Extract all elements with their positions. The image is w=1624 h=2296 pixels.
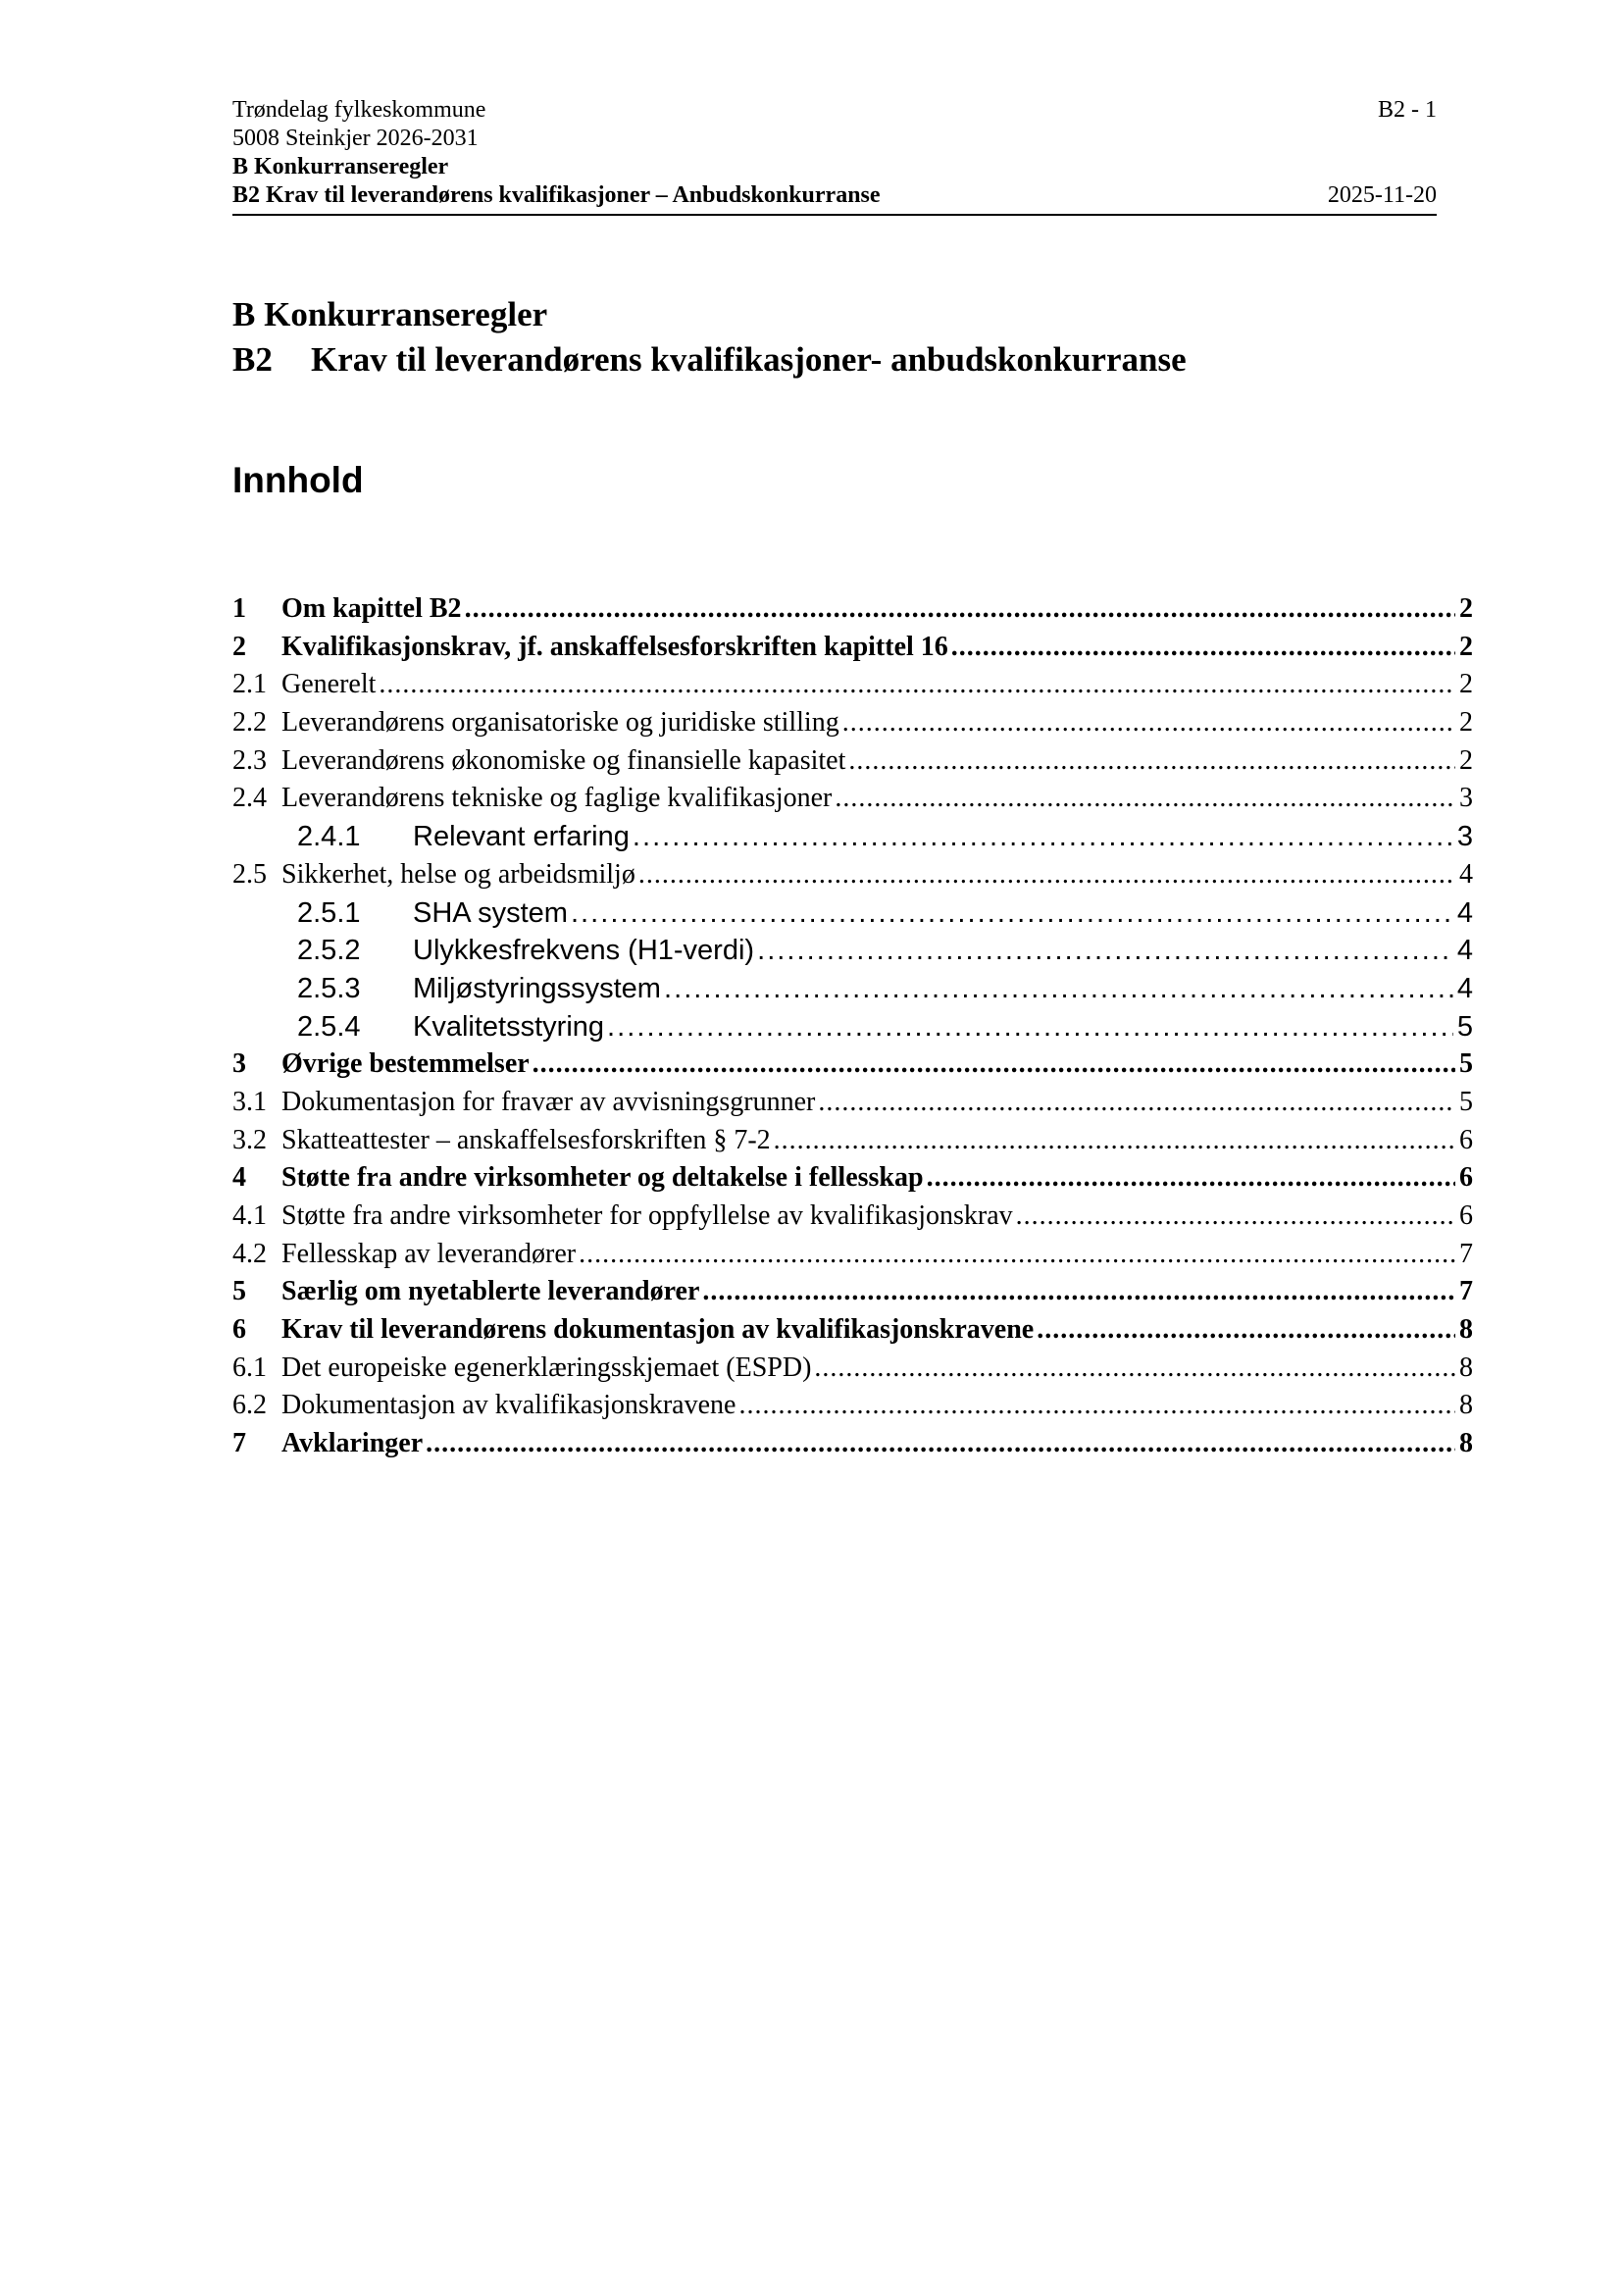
toc-entry[interactable] xyxy=(232,1198,1473,1236)
toc-entry-title: Krav til leverandørens dokumentasjon av kvalifikasjonskravene xyxy=(281,1314,1035,1346)
toc-entry-number: 3.1 xyxy=(232,1086,267,1117)
toc-entry-number: 1 xyxy=(232,593,246,624)
toc-entry[interactable] xyxy=(232,780,1473,818)
toc-entry-page: 4 xyxy=(1456,972,1473,1004)
toc-entry-page: 5 xyxy=(1459,1086,1473,1117)
toc-entry[interactable] xyxy=(232,932,1473,970)
toc-entry-title: Kvalitetsstyring xyxy=(413,1010,605,1043)
toc-entry-number: 2.4 xyxy=(232,783,267,814)
toc-entry-number: 4.1 xyxy=(232,1200,267,1231)
toc-entry[interactable] xyxy=(232,1425,1473,1463)
toc-entry[interactable] xyxy=(232,590,1473,629)
header-row-3 xyxy=(232,153,1437,181)
toc-entry[interactable] xyxy=(232,856,1473,894)
toc-entry-number: 2.5.1 xyxy=(297,896,361,929)
toc-entry-number: 2.3 xyxy=(232,744,267,776)
toc-entry[interactable] xyxy=(232,894,1473,933)
toc-entry[interactable] xyxy=(232,1046,1473,1084)
header-row-2 xyxy=(232,125,1437,153)
header-page-number: B2 - 1 xyxy=(1378,97,1437,123)
toc-entry[interactable] xyxy=(232,742,1473,781)
toc-entry-number: 4 xyxy=(232,1162,246,1194)
toc-entry[interactable] xyxy=(232,629,1473,667)
toc-entry-page: 2 xyxy=(1459,669,1473,700)
toc-entry-page: 5 xyxy=(1459,1048,1473,1080)
toc-entry-title: Øvrige bestemmelser xyxy=(281,1048,530,1080)
toc-entry[interactable] xyxy=(232,1387,1473,1425)
toc-entry-page: 2 xyxy=(1459,744,1473,776)
toc-entry-page: 6 xyxy=(1459,1124,1473,1155)
toc-entry-page: 8 xyxy=(1459,1352,1473,1383)
toc-entry-page: 2 xyxy=(1459,631,1473,662)
toc-dot-leader xyxy=(664,970,1453,1007)
toc-dot-leader xyxy=(638,856,1455,893)
toc-entry-title: Generelt xyxy=(281,669,377,700)
toc-dot-leader xyxy=(579,1236,1455,1273)
document-title-line1: B Konkurranseregler xyxy=(232,295,548,333)
toc-dot-leader xyxy=(951,629,1455,666)
toc-entry[interactable] xyxy=(232,1122,1473,1160)
toc-entry-title: Skatteattester – anskaffelsesforskriften § 7-2 xyxy=(281,1124,771,1155)
toc-entry-page: 8 xyxy=(1459,1428,1473,1459)
toc-dot-leader xyxy=(814,1350,1455,1387)
toc-entry-title: Dokumentasjon for fravær av avvisningsgrunner xyxy=(281,1086,816,1117)
toc-entry-title: Kvalifikasjonskrav, jf. anskaffelsesforskriften kapittel 16 xyxy=(281,631,948,662)
toc-entry-title: Leverandørens økonomiske og finansielle kapasitet xyxy=(281,744,846,776)
toc-dot-leader xyxy=(927,1159,1455,1197)
toc-heading: Innhold xyxy=(232,460,364,500)
toc-entry-page: 4 xyxy=(1459,858,1473,890)
page-header xyxy=(232,96,1437,216)
toc-entry-page: 2 xyxy=(1459,707,1473,739)
toc-dot-leader xyxy=(842,704,1455,741)
toc-entry-page: 3 xyxy=(1459,783,1473,814)
toc-entry-number: 7 xyxy=(232,1428,246,1459)
header-section: B Konkurranseregler xyxy=(232,154,449,179)
toc-dot-leader xyxy=(757,932,1453,969)
toc-entry-title: Særlig om nyetablerte leverandører xyxy=(281,1276,700,1307)
toc-entry-number: 6 xyxy=(232,1314,246,1346)
header-row-4 xyxy=(232,181,1437,210)
toc-entry-number: 6.2 xyxy=(232,1390,267,1421)
toc-entry-title: Leverandørens tekniske og faglige kvalifikasjoner xyxy=(281,783,833,814)
toc-entry-page: 7 xyxy=(1459,1238,1473,1269)
toc-entry-title: Det europeiske egenerklæringsskjemaet (ESPD) xyxy=(281,1352,812,1383)
toc-entry-title: Fellesskap av leverandører xyxy=(281,1238,577,1269)
toc-entry-page: 5 xyxy=(1456,1010,1473,1043)
toc-dot-leader xyxy=(633,818,1453,855)
toc-entry-title: Avklaringer xyxy=(281,1428,424,1459)
header-subsection: B2 Krav til leverandørens kvalifikasjoner – Anbudskonkurranse xyxy=(232,182,881,208)
toc-entry-number: 3 xyxy=(232,1048,246,1080)
toc-entry[interactable] xyxy=(232,818,1473,856)
toc-dot-leader xyxy=(379,666,1455,703)
toc-entry-title: Miljøstyringssystem xyxy=(413,972,661,1004)
toc-entry-number: 4.2 xyxy=(232,1238,267,1269)
toc-entry-page: 6 xyxy=(1459,1200,1473,1231)
toc-entry[interactable] xyxy=(232,666,1473,704)
toc-dot-leader xyxy=(571,894,1453,932)
toc-dot-leader xyxy=(702,1273,1455,1310)
toc-entry-number: 2.5.4 xyxy=(297,1010,361,1043)
toc-entry-title: Relevant erfaring xyxy=(413,821,630,853)
toc-dot-leader xyxy=(738,1387,1455,1424)
toc-entry-page: 2 xyxy=(1459,593,1473,624)
toc-dot-leader xyxy=(426,1425,1455,1462)
toc-entry[interactable] xyxy=(232,704,1473,742)
toc-dot-leader xyxy=(774,1122,1455,1159)
toc-entry-page: 7 xyxy=(1459,1276,1473,1307)
toc-dot-leader xyxy=(835,780,1455,817)
toc-entry-title: Støtte fra andre virksomheter for oppfyllelse av kvalifikasjonskrav xyxy=(281,1200,1013,1231)
toc-entry[interactable] xyxy=(232,1159,1473,1198)
toc-dot-leader xyxy=(848,742,1455,780)
toc-entry-title: Om kapittel B2 xyxy=(281,593,462,624)
toc-entry-number: 2.5.3 xyxy=(297,972,361,1004)
header-row-1 xyxy=(232,96,1437,125)
toc-entry-page: 8 xyxy=(1459,1390,1473,1421)
toc-entry[interactable] xyxy=(232,1008,1473,1046)
toc-entry-title: SHA system xyxy=(413,896,568,929)
toc-dot-leader xyxy=(465,590,1455,628)
header-date: 2025-11-20 xyxy=(1327,182,1437,208)
toc-entry-page: 6 xyxy=(1459,1162,1473,1194)
table-of-contents xyxy=(232,590,1473,1463)
toc-entry-page: 4 xyxy=(1456,935,1473,967)
toc-entry-number: 6.1 xyxy=(232,1352,267,1383)
toc-entry-number: 2.4.1 xyxy=(297,821,361,853)
document-title-code: B2 xyxy=(232,340,273,379)
header-organization: Trøndelag fylkeskommune xyxy=(232,97,486,123)
toc-entry-number: 2.1 xyxy=(232,669,267,700)
toc-entry-number: 2.5.2 xyxy=(297,935,361,967)
document-title-text: Krav til leverandørens kvalifikasjoner- anbudskonkurranse xyxy=(311,340,1187,379)
toc-entry-number: 2 xyxy=(232,631,246,662)
toc-entry-title: Støtte fra andre virksomheter og deltakelse i fellesskap xyxy=(281,1162,924,1194)
document-title xyxy=(232,292,1187,383)
toc-entry[interactable] xyxy=(232,1273,1473,1311)
toc-entry[interactable] xyxy=(232,1311,1473,1350)
toc-entry-page: 3 xyxy=(1456,821,1473,853)
toc-entry-page: 8 xyxy=(1459,1314,1473,1346)
header-project: 5008 Steinkjer 2026-2031 xyxy=(232,126,479,151)
toc-dot-leader xyxy=(607,1008,1453,1046)
toc-entry-number: 2.5 xyxy=(232,858,267,890)
toc-entry-title: Sikkerhet, helse og arbeidsmiljø xyxy=(281,858,635,890)
toc-dot-leader xyxy=(533,1046,1455,1083)
toc-entry-number: 2.2 xyxy=(232,707,267,739)
toc-entry[interactable] xyxy=(232,1350,1473,1388)
toc-entry-number: 3.2 xyxy=(232,1124,267,1155)
toc-dot-leader xyxy=(1037,1311,1455,1349)
toc-entry[interactable] xyxy=(232,1084,1473,1122)
toc-entry-title: Dokumentasjon av kvalifikasjonskravene xyxy=(281,1390,736,1421)
document-title-line2 xyxy=(232,337,1187,383)
toc-entry[interactable] xyxy=(232,970,1473,1008)
toc-entry-number: 5 xyxy=(232,1276,246,1307)
toc-entry-title: Ulykkesfrekvens (H1-verdi) xyxy=(413,935,755,967)
toc-entry-page: 4 xyxy=(1456,896,1473,929)
toc-entry[interactable] xyxy=(232,1236,1473,1274)
toc-dot-leader xyxy=(1016,1198,1455,1235)
toc-dot-leader xyxy=(818,1084,1455,1121)
toc-entry-title: Leverandørens organisatoriske og juridiske stilling xyxy=(281,707,839,739)
